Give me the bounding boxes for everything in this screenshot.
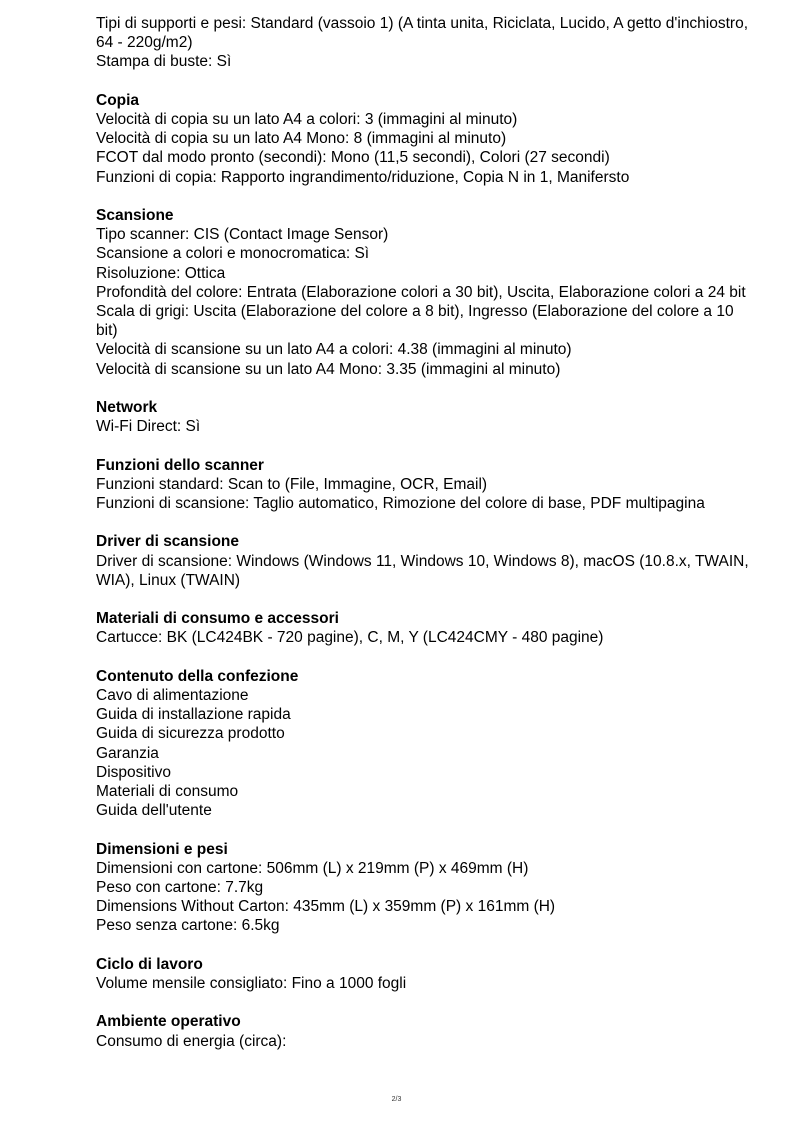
spec-line: Scansione a colori e monocromatica: Sì: [96, 245, 370, 263]
spec-section: [96, 398, 756, 436]
spec-line: Velocità di scansione su un lato A4 a colori: 4.38 (immagini al minuto): [96, 341, 572, 359]
spec-line: Cartucce: BK (LC424BK - 720 pagine), C, M, Y (LC424CMY - 480 pagine): [96, 629, 604, 647]
spec-line: FCOT dal modo pronto (secondi): Mono (11,5 secondi), Colori (27 secondi): [96, 149, 610, 167]
sections-container: [96, 91, 756, 1051]
section-heading: Network: [96, 399, 158, 417]
spec-line: Peso con cartone: 7.7kg: [96, 879, 264, 897]
spec-section: [96, 456, 756, 514]
spec-line: Materiali di consumo: [96, 783, 239, 801]
spec-line: Stampa di buste: Sì: [96, 53, 232, 71]
page-number: 2/3: [391, 1096, 402, 1103]
spec-line: Guida dell'utente: [96, 802, 212, 820]
spec-section: [96, 609, 756, 647]
spec-line: Funzioni standard: Scan to (File, Immagine, OCR, Email): [96, 475, 488, 493]
section-heading: Funzioni dello scanner: [96, 456, 264, 474]
section-heading: Ciclo di lavoro: [96, 955, 203, 973]
spec-line: Guida di sicurezza prodotto: [96, 725, 285, 743]
section-heading: Driver di scansione: [96, 533, 240, 551]
spec-line: Guida di installazione rapida: [96, 706, 291, 724]
spec-section: [96, 955, 756, 993]
spec-line: Consumo di energia (circa):: [96, 1032, 287, 1050]
spec-line: Garanzia: [96, 744, 159, 762]
document-body: [96, 14, 756, 1070]
spec-line: Velocità di scansione su un lato A4 Mono: 3.35 (immagini al minuto): [96, 360, 561, 378]
spec-line: Risoluzione: Ottica: [96, 264, 226, 282]
spec-line: Scala di grigi: Uscita (Elaborazione del colore a 8 bit), Ingresso (Elaborazione del colore a 10 bit): [96, 303, 734, 340]
spec-line: Dimensioni con cartone: 506mm (L) x 219mm (P) x 469mm (H): [96, 859, 529, 877]
spec-section: [96, 667, 756, 821]
spec-section: [96, 1012, 756, 1050]
section-heading: Copia: [96, 91, 140, 109]
spec-line: Wi-Fi Direct: Sì: [96, 418, 201, 436]
section-heading: Dimensioni e pesi: [96, 840, 228, 858]
spec-line: Driver di scansione: Windows (Windows 11, Windows 10, Windows 8), macOS (10.8.x, TWAIN, WIA), Linux (TWAIN): [96, 552, 749, 589]
spec-line: Dispositivo: [96, 763, 171, 781]
spec-section: [96, 840, 756, 936]
intro-section: [96, 14, 756, 72]
spec-line: Funzioni di copia: Rapporto ingrandimento/riduzione, Copia N in 1, Manifersto: [96, 168, 630, 186]
spec-section: [96, 91, 756, 187]
section-heading: Materiali di consumo e accessori: [96, 610, 339, 628]
section-heading: Scansione: [96, 207, 174, 224]
spec-line: Velocità di copia su un lato A4 a colori: 3 (immagini al minuto): [96, 111, 518, 128]
section-heading: Ambiente operativo: [96, 1013, 241, 1031]
section-heading: Contenuto della confezione: [96, 667, 299, 685]
spec-line: Profondità del colore: Entrata (Elaborazione colori a 30 bit), Uscita, Elaborazione colori a 24 bit: [96, 283, 746, 301]
spec-line: Funzioni di scansione: Taglio automatico, Rimozione del colore di base, PDF multipagina: [96, 495, 705, 513]
spec-line: Peso senza cartone: 6.5kg: [96, 917, 280, 935]
spec-section: [96, 206, 756, 379]
spec-line: Dimensions Without Carton: 435mm (L) x 359mm (P) x 161mm (H): [96, 898, 556, 916]
spec-line: Volume mensile consigliato: Fino a 1000 fogli: [96, 975, 407, 993]
spec-line: Velocità di copia su un lato A4 Mono: 8 (immagini al minuto): [96, 130, 507, 148]
spec-line: Tipi di supporti e pesi: Standard (vassoio 1) (A tinta unita, Riciclata, Lucido, A getto d'inchiostro, 64 - 220g/m2): [96, 15, 749, 52]
spec-line: Tipo scanner: CIS (Contact Image Sensor): [96, 226, 389, 244]
spec-section: [96, 532, 756, 590]
spec-line: Cavo di alimentazione: [96, 687, 249, 704]
